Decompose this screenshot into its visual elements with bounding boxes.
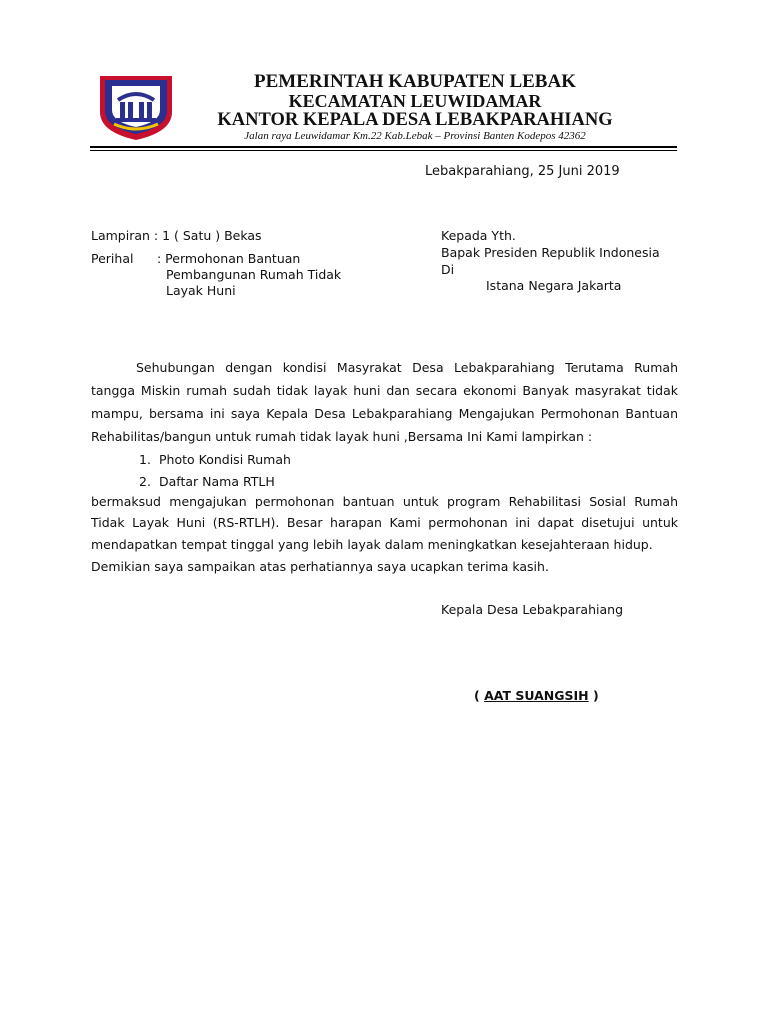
recipient-line-4: Istana Negara Jakarta [486, 278, 622, 293]
recipient-line-2: Bapak Presiden Republik Indonesia [441, 245, 660, 260]
perihal-label: Perihal [91, 251, 134, 266]
list-item-1-text: Photo Kondisi Rumah [159, 452, 291, 467]
perihal-line-3: Layak Huni [166, 283, 236, 298]
signature-paren-open: ( [474, 688, 485, 703]
body-p1-line-2: tangga Miskin rumah sudah tidak layak huni dan secara ekonomi Banyak masyrakat tidak [91, 383, 678, 398]
signature-paren-close: ) [588, 688, 599, 703]
list-item-1-num: 1. [139, 452, 151, 467]
body-p2-line-4: Demikian saya sampaikan atas perhatiannya saya ucapkan terima kasih. [91, 559, 549, 574]
letterhead-line-2: KECAMATAN LEUWIDAMAR [288, 91, 542, 111]
recipient-line-1: Kepada Yth. [441, 228, 516, 243]
body-p2-line-2: Tidak Layak Huni (RS-RTLH). Besar harapan Kami permohonan ini dapat disetujui untuk [91, 515, 678, 530]
letterhead-line-1: PEMERINTAH KABUPATEN LEBAK [254, 71, 576, 92]
list-item-2-text: Daftar Nama RTLH [159, 474, 275, 489]
letterhead-rule-thin [90, 150, 677, 151]
letter-date: Lebakparahiang, 25 Juni 2019 [425, 164, 620, 179]
signature-name: AAT SUANGSIH [484, 688, 589, 703]
body-p2-line-3: mendapatkan tempat tinggal yang lebih layak dalam meningkatkan kesejahteraan hidup. [91, 537, 653, 552]
recipient-line-3: Di [441, 262, 455, 277]
list-item-2-num: 2. [139, 474, 151, 489]
letterhead-line-3: KANTOR KEPALA DESA LEBAKPARAHIANG [217, 110, 613, 130]
lampiran-line: Lampiran : 1 ( Satu ) Bekas [91, 228, 262, 243]
letterhead-rule-thick [90, 146, 677, 148]
village-logo [96, 72, 176, 142]
shield-emblem-icon [96, 72, 176, 142]
body-p1-line-3: mampu, bersama ini saya Kepala Desa Lebakparahiang Mengajukan Permohonan Bantuan [91, 406, 678, 421]
perihal-line-1: : Permohonan Bantuan [157, 251, 301, 266]
signature-title: Kepala Desa Lebakparahiang [441, 602, 624, 617]
perihal-line-2: Pembangunan Rumah Tidak [166, 267, 342, 282]
body-p2-line-1: bermaksud mengajukan permohonan bantuan untuk program Rehabilitasi Sosial Rumah [91, 494, 678, 509]
signature-name-block [474, 688, 599, 703]
body-p1-line-1: Sehubungan dengan kondisi Masyrakat Desa Lebakparahiang Terutama Rumah [136, 360, 678, 375]
body-p1-line-4: Rehabilitas/bangun untuk rumah tidak layak huni ,Bersama Ini Kami lampirkan : [91, 429, 593, 444]
letterhead-address: Jalan raya Leuwidamar Km.22 Kab.Lebak – Provinsi Banten Kodepos 42362 [244, 130, 586, 142]
